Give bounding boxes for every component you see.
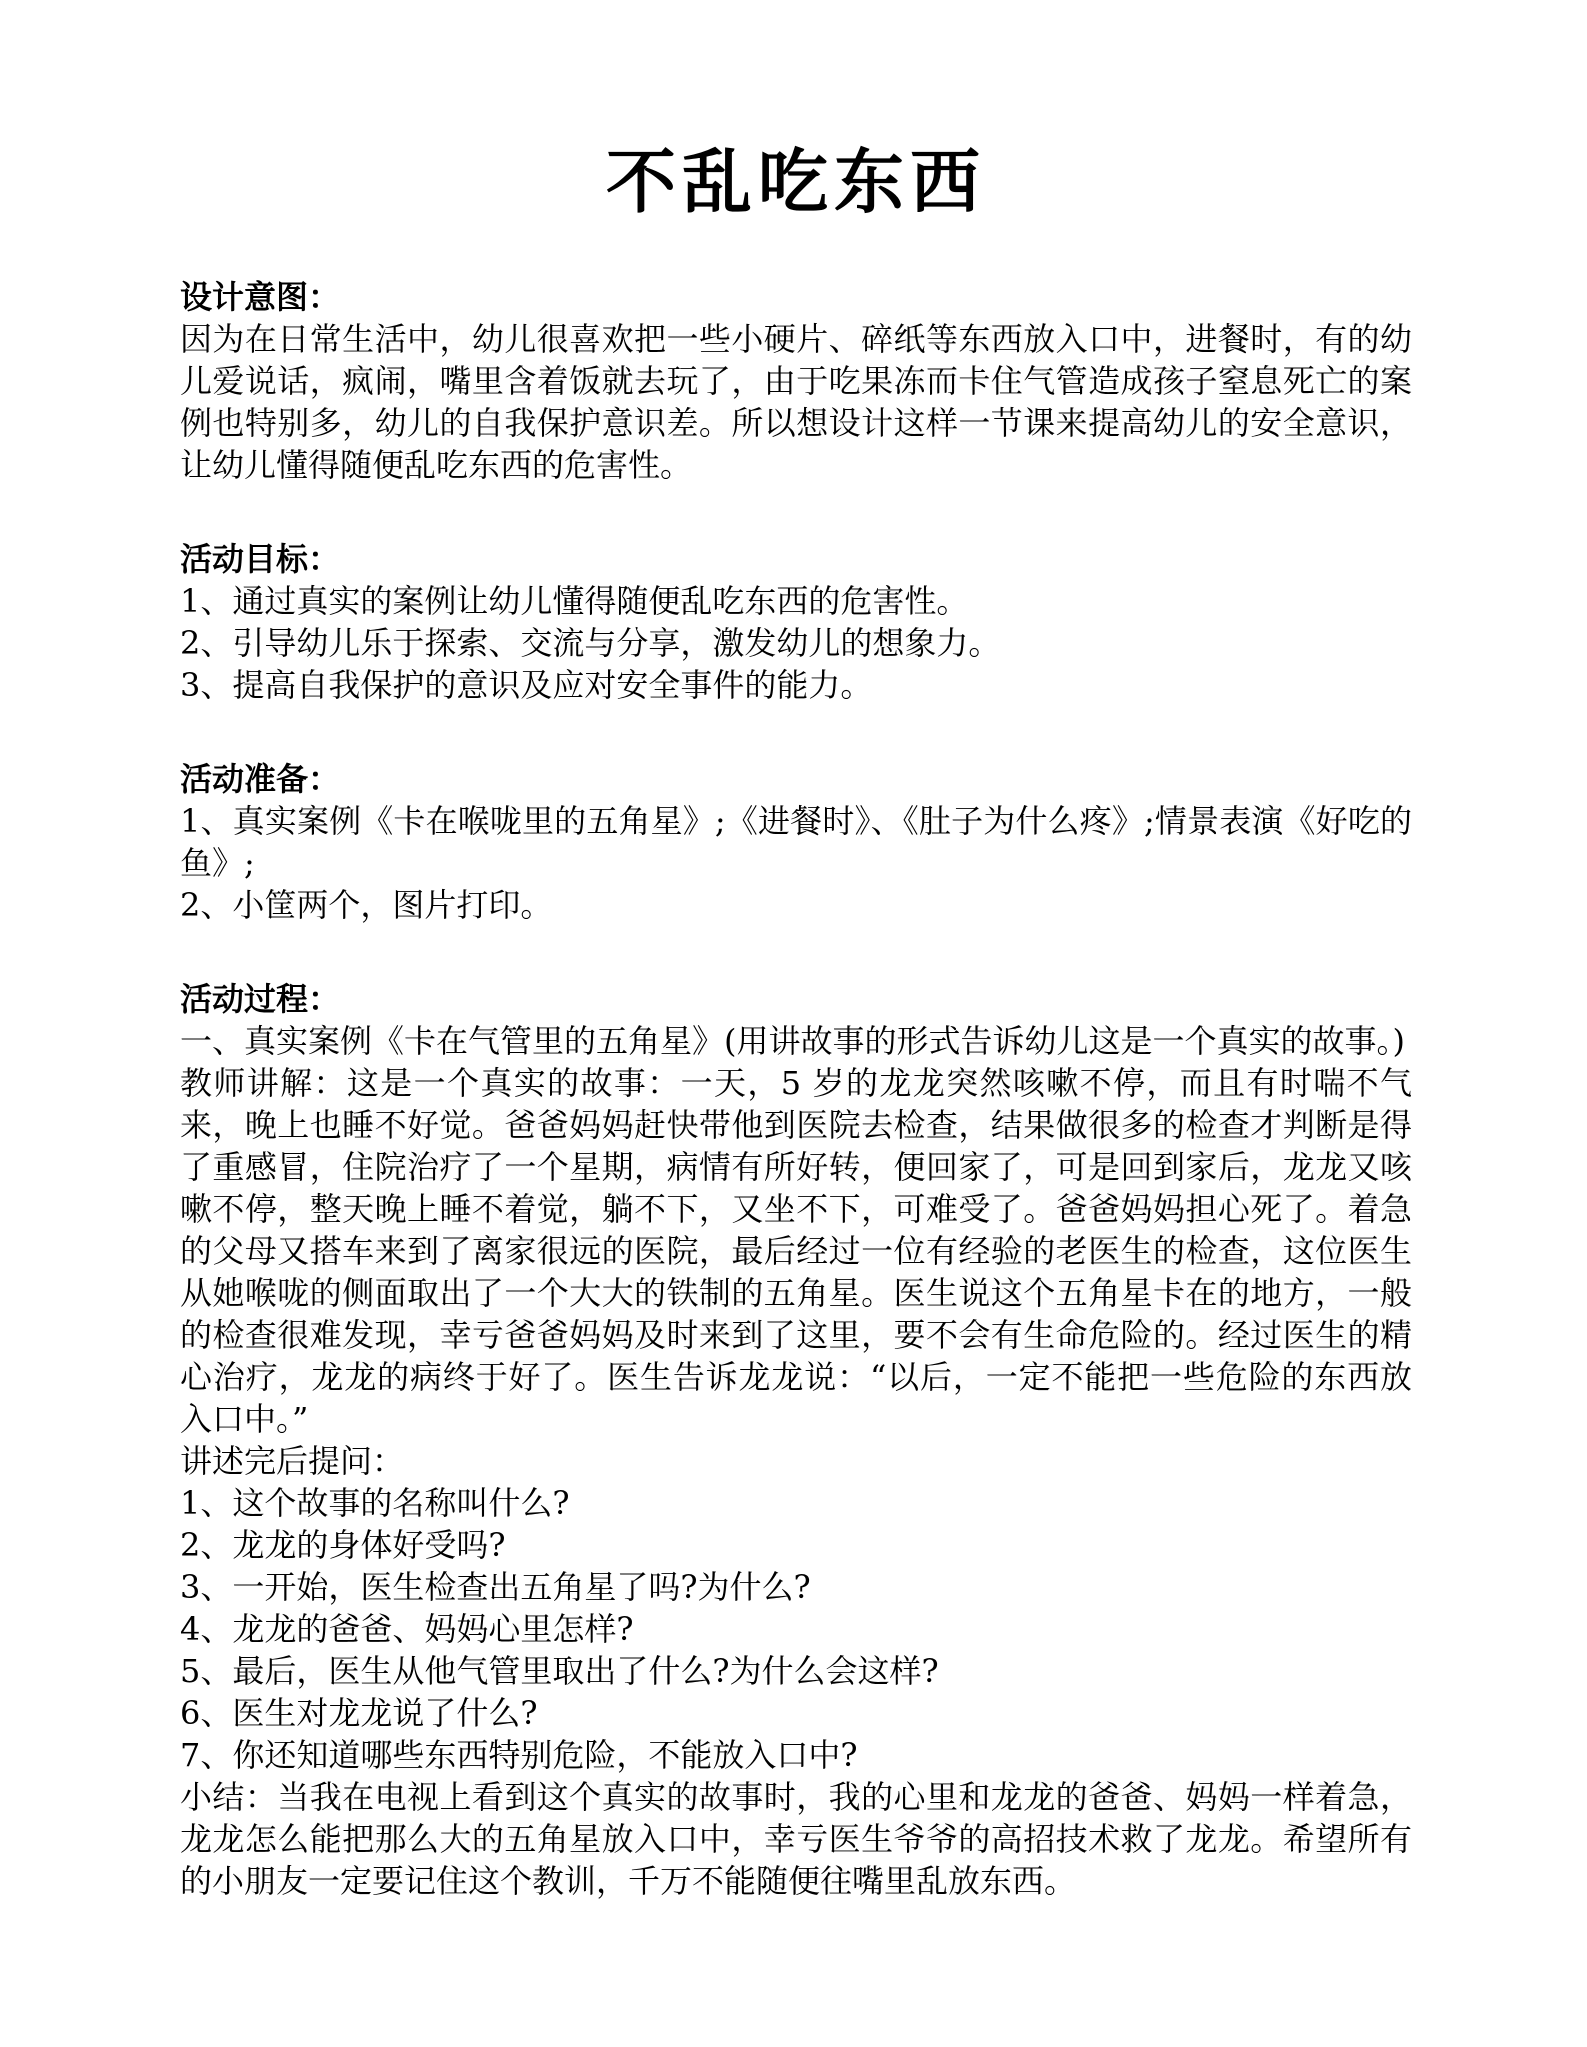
paragraph: 小结：当我在电视上看到这个真实的故事时，我的心里和龙龙的爸爸、妈妈一样着急，龙龙怎么能把那么大的五角星放入口中，幸亏医生爷爷的高招技术救了龙龙。希望所有的小朋友一定要记住这个教训，千万不能随便往嘴里乱放东西。 [180,1778,1412,1900]
section-heading: 活动准备： [180,760,341,798]
section-heading: 活动过程： [180,980,341,1018]
section [180,758,1412,926]
section-heading: 设计意图： [180,278,341,316]
paragraph: 一、真实案例《卡在气管里的五角星》(用讲故事的形式告诉幼儿这是一个真实的故事。) [180,1022,1405,1060]
paragraph: 3、提高自我保护的意识及应对安全事件的能力。 [180,666,873,704]
paragraph: 7、你还知道哪些东西特别危险，不能放入口中? [180,1736,858,1774]
section [180,978,1412,1902]
paragraph: 4、龙龙的爸爸、妈妈心里怎样? [180,1610,634,1648]
paragraph: 1、通过真实的案例让幼儿懂得随便乱吃东西的危害性。 [180,582,969,620]
paragraph: 5、最后，医生从他气管里取出了什么?为什么会这样? [180,1652,939,1690]
section [180,538,1412,706]
paragraph: 2、龙龙的身体好受吗? [180,1526,506,1564]
paragraph: 因为在日常生活中，幼儿很喜欢把一些小硬片、碎纸等东西放入口中，进餐时，有的幼儿爱说话，疯闹，嘴里含着饭就去玩了，由于吃果冻而卡住气管造成孩子窒息死亡的案例也特别多，幼儿的自我保护意识差。所以想设计这样一节课来提高幼儿的安全意识，让幼儿懂得随便乱吃东西的危害性。 [180,320,1412,484]
document-title: 不乱吃东西 [606,140,986,223]
paragraph: 教师讲解：这是一个真实的故事：一天，5 岁的龙龙突然咳嗽不停，而且有时喘不气来，晚上也睡不好觉。爸爸妈妈赶快带他到医院去检查，结果做很多的检查才判断是得了重感冒，住院治疗了一个星期，病情有所好转，便回家了，可是回到家后，龙龙又咳嗽不停，整天晚上睡不着觉，躺不下，又坐不下，可难受了。爸爸妈妈担心死了。着急的父母又搭车来到了离家很远的医院，最后经过一位有经验的老医生的检查，这位医生从她喉咙的侧面取出了一个大大的铁制的五角星。医生说这个五角星卡在的地方，一般的检查很难发现，幸亏爸爸妈妈及时来到了这里，要不会有生命危险的。经过医生的精心治疗，龙龙的病终于好了。医生告诉龙龙说：“以后，一定不能把一些危险的东西放入口中。” [180,1064,1412,1438]
document-content [180,0,1412,1902]
paragraph: 2、小筐两个，图片打印。 [180,886,553,924]
section-heading: 活动目标： [180,540,341,578]
paragraph: 6、医生对龙龙说了什么? [180,1694,538,1732]
paragraph: 讲述完后提问： [180,1442,405,1480]
paragraph: 3、一开始，医生检查出五角星了吗?为什么? [180,1568,811,1606]
section [180,276,1412,486]
paragraph: 2、引导幼儿乐于探索、交流与分享，激发幼儿的想象力。 [180,624,1001,662]
paragraph: 1、这个故事的名称叫什么? [180,1484,570,1522]
paragraph: 1、真实案例《卡在喉咙里的五角星》;《进餐时》、《肚子为什么疼》;情景表演《好吃的鱼》; [180,802,1412,882]
document-body [180,276,1412,1902]
